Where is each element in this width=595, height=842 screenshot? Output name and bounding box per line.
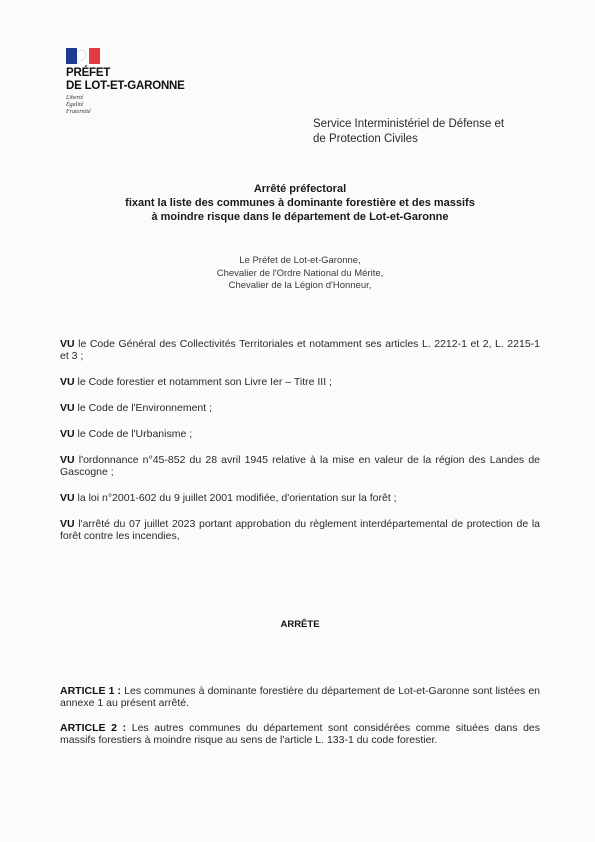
- visa-text: l'ordonnance n°45-852 du 28 avril 1945 relative à la mise en valeur de la région des Landes de Gascogne ;: [60, 454, 540, 478]
- marianne-flag-icon: [66, 48, 100, 64]
- visa-keyword: VU: [60, 492, 75, 504]
- prefet-line-1: Le Préfet de Lot-et-Garonne,: [239, 255, 361, 266]
- visa-item: [60, 338, 540, 362]
- visa-keyword: VU: [60, 428, 75, 440]
- article-text: Les communes à dominante forestière du département de Lot-et-Garonne sont listées en annexe 1 au présent arrêté.: [60, 685, 540, 709]
- logo-line-prefet: PRÉFET: [66, 67, 111, 79]
- visa-item: [60, 518, 540, 542]
- articles-list: [60, 685, 540, 759]
- article-item: [60, 685, 540, 709]
- arrete-heading: ARRÊTE: [280, 619, 320, 630]
- prefet-line-3: Chevalier de la Légion d'Honneur,: [228, 280, 372, 291]
- visa-keyword: VU: [60, 402, 75, 414]
- title-line-2: fixant la liste des communes à dominante forestière et des massifs: [125, 197, 475, 209]
- visa-text: le Code de l'Urbanisme ;: [74, 428, 193, 440]
- visa-item: [60, 492, 540, 504]
- visa-text: l'arrêté du 07 juillet 2023 portant approbation du règlement interdépartemental de protection de la forêt contre les incendies,: [60, 518, 540, 542]
- visa-text: la loi n°2001-602 du 9 juillet 2001 modifiée, d'orientation sur la forêt ;: [74, 492, 397, 504]
- visas-list: [60, 338, 540, 556]
- article-number: ARTICLE 1 :: [60, 685, 122, 697]
- prefet-block: [60, 255, 540, 293]
- visa-text: le Code forestier et notamment son Livre Ier – Titre III ;: [74, 376, 332, 388]
- visa-text: le Code de l'Environnement ;: [74, 402, 213, 414]
- visa-keyword: VU: [60, 338, 75, 350]
- visa-item: [60, 454, 540, 478]
- visa-item: [60, 376, 540, 388]
- article-text: Les autres communes du département sont considérées comme situées dans des massifs forestiers à moindre risque au sens de l'article L. 133-1 du code forestier.: [60, 722, 541, 746]
- visa-item: [60, 428, 540, 440]
- republic-motto: [66, 95, 206, 116]
- title-line-3: à moindre risque dans le département de Lot-et-Garonne: [151, 211, 449, 223]
- visa-text: le Code Général des Collectivités Territoriales et notamment ses articles L. 2212-1 et 2, L. 2215-1 et 3 ;: [60, 338, 540, 362]
- document-title: [60, 182, 540, 224]
- service-line-2: de Protection Civiles: [313, 133, 418, 145]
- motto-fraternite: Fraternité: [66, 109, 91, 115]
- visa-keyword: VU: [60, 454, 75, 466]
- service-name: [313, 117, 553, 147]
- article-number: ARTICLE 2 :: [60, 722, 127, 734]
- visa-keyword: VU: [60, 376, 75, 388]
- motto-liberte: Liberté: [66, 95, 84, 101]
- visa-item: [60, 402, 540, 414]
- prefecture-logo: [66, 48, 206, 116]
- logo-line-department: DE LOT-ET-GARONNE: [66, 80, 185, 92]
- visa-keyword: VU: [60, 518, 75, 530]
- service-line-1: Service Interministériel de Défense et: [313, 118, 505, 130]
- title-line-1: Arrêté préfectoral: [253, 183, 347, 195]
- article-item: [60, 722, 540, 746]
- motto-egalite: Égalité: [66, 102, 84, 108]
- prefet-line-2: Chevalier de l'Ordre National du Mérite,: [216, 267, 384, 279]
